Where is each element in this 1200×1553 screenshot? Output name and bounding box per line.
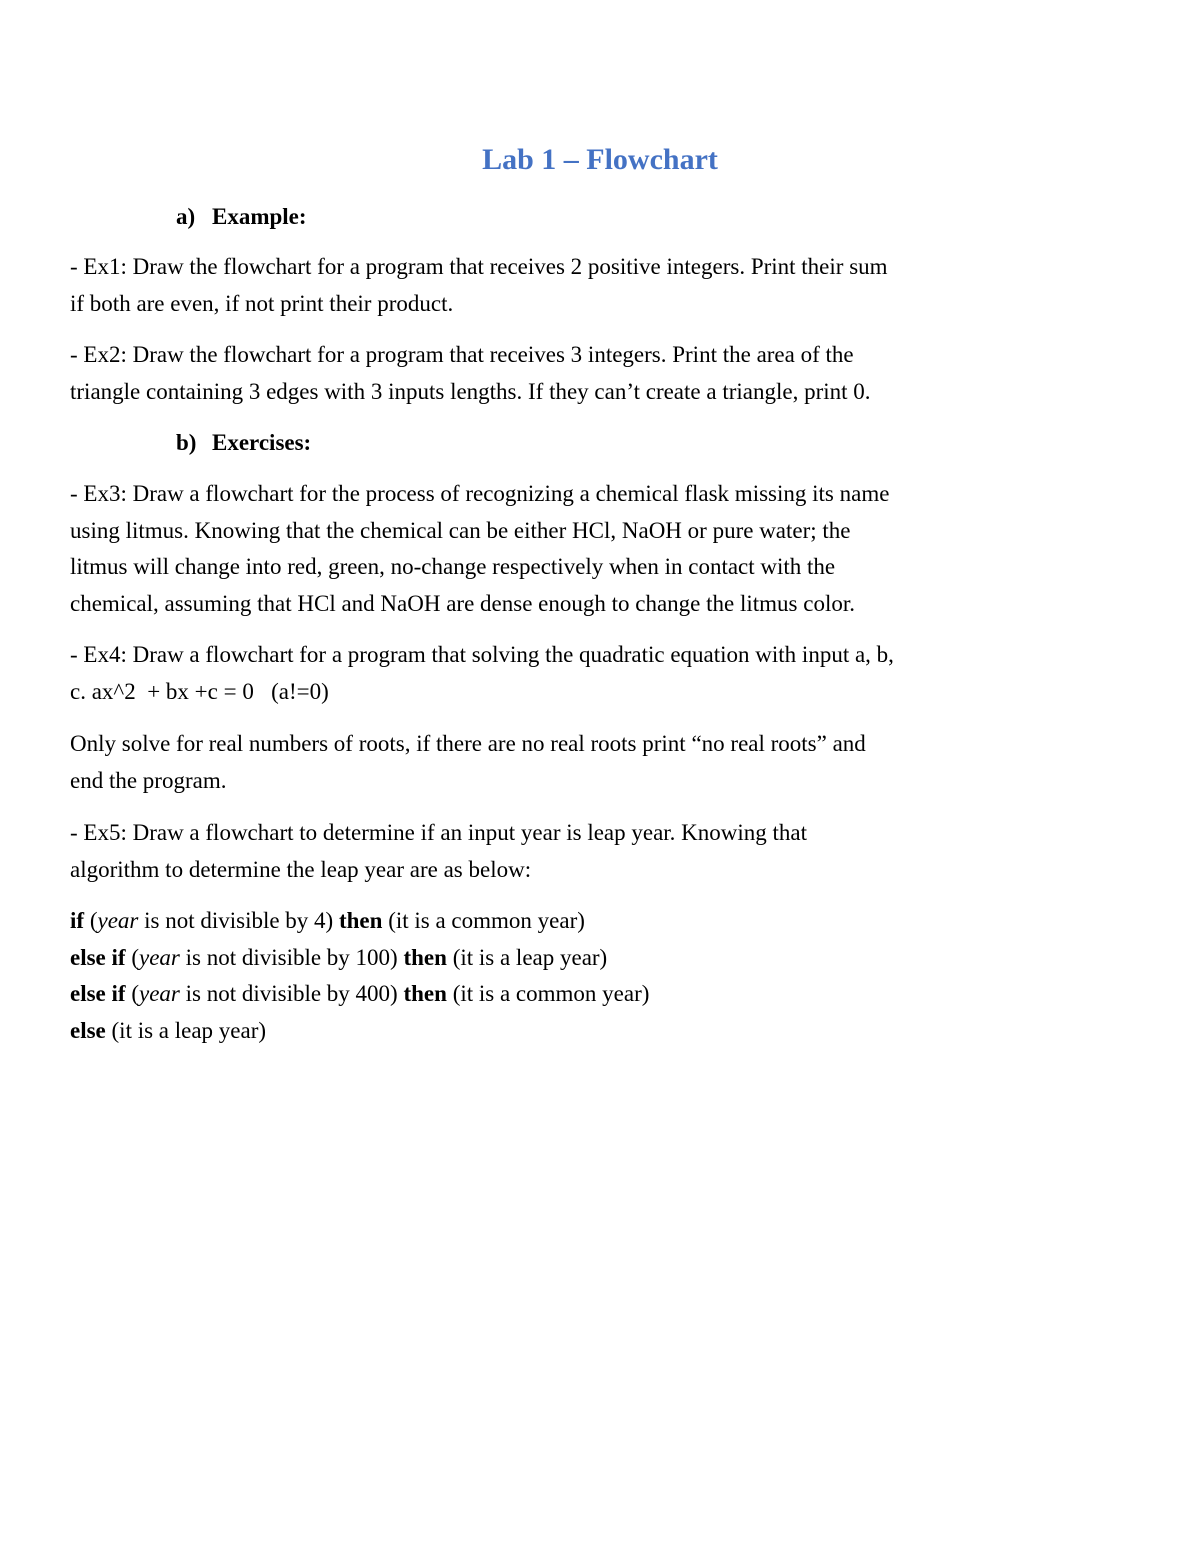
section-heading-exercises <box>176 428 311 458</box>
algorithm-line <box>70 976 1070 1013</box>
section-marker: b) <box>176 430 197 455</box>
text: ( <box>125 981 139 1006</box>
algorithm-line <box>70 1013 1070 1050</box>
text-line: - Ex1: Draw the flowchart for a program that receives 2 positive integers. Print their sum <box>70 254 888 279</box>
section-heading-example <box>176 202 307 232</box>
exercise-ex2 <box>70 337 1070 410</box>
section-label: Exercises: <box>212 430 312 455</box>
text-line: algorithm to determine the leap year are as below: <box>70 856 532 882</box>
exercise-ex5 <box>70 815 1070 888</box>
text: (it is a common year) <box>382 908 585 933</box>
exercise-ex4-note <box>70 726 1070 799</box>
equation-line: c. ax^2 + bx +c = 0 (a!=0) <box>70 678 329 704</box>
exercise-ex1 <box>70 249 1070 322</box>
keyword: then <box>403 944 447 970</box>
text-line: end the program. <box>70 767 227 793</box>
page-title: Lab 1 – Flowchart <box>482 143 718 176</box>
text: ( <box>84 908 98 933</box>
variable: year <box>138 981 180 1006</box>
text: is not divisible by 4) <box>138 908 339 933</box>
section-label: Example: <box>212 204 307 229</box>
keyword: if <box>70 908 85 933</box>
text: ( <box>125 944 139 970</box>
text: is not divisible by 100) <box>179 944 404 970</box>
text: (it is a common year) <box>446 981 650 1006</box>
text-line: Only solve for real numbers of roots, if there are no real roots print “no real roots” and <box>70 731 866 756</box>
variable: year <box>97 908 139 933</box>
keyword: else if <box>70 981 126 1006</box>
text-line: - Ex3: Draw a flowchart for the process of recognizing a chemical flask missing its name <box>70 481 890 506</box>
text-line: if both are even, if not print their product. <box>70 290 454 316</box>
keyword: then <box>403 981 447 1006</box>
algorithm-line <box>70 940 1070 977</box>
section-marker: a) <box>176 204 196 229</box>
exercise-ex3 <box>70 476 1070 622</box>
text: (it is a leap year) <box>446 944 608 970</box>
text-line: - Ex4: Draw a flowchart for a program that solving the quadratic equation with input a, b, <box>70 642 894 667</box>
text-line: triangle containing 3 edges with 3 inputs lengths. If they can’t create a triangle, print 0. <box>70 378 871 404</box>
variable: year <box>138 944 180 970</box>
leap-year-algorithm <box>70 903 1070 1049</box>
text: is not divisible by 400) <box>179 981 404 1006</box>
text-line: litmus will change into red, green, no-change respectively when in contact with the <box>70 554 836 579</box>
keyword: then <box>338 908 383 933</box>
text-line: - Ex5: Draw a flowchart to determine if an input year is leap year. Knowing that <box>70 820 808 845</box>
text: (it is a leap year) <box>105 1017 267 1043</box>
exercise-ex4 <box>70 637 1070 710</box>
text-line: chemical, assuming that HCl and NaOH are dense enough to change the litmus color. <box>70 590 855 616</box>
keyword: else if <box>70 944 126 970</box>
text-line: - Ex2: Draw the flowchart for a program that receives 3 integers. Print the area of the <box>70 342 854 367</box>
algorithm-line <box>70 903 1070 940</box>
keyword: else <box>70 1017 106 1043</box>
text-line: using litmus. Knowing that the chemical can be either HCl, NaOH or pure water; the <box>70 517 851 543</box>
